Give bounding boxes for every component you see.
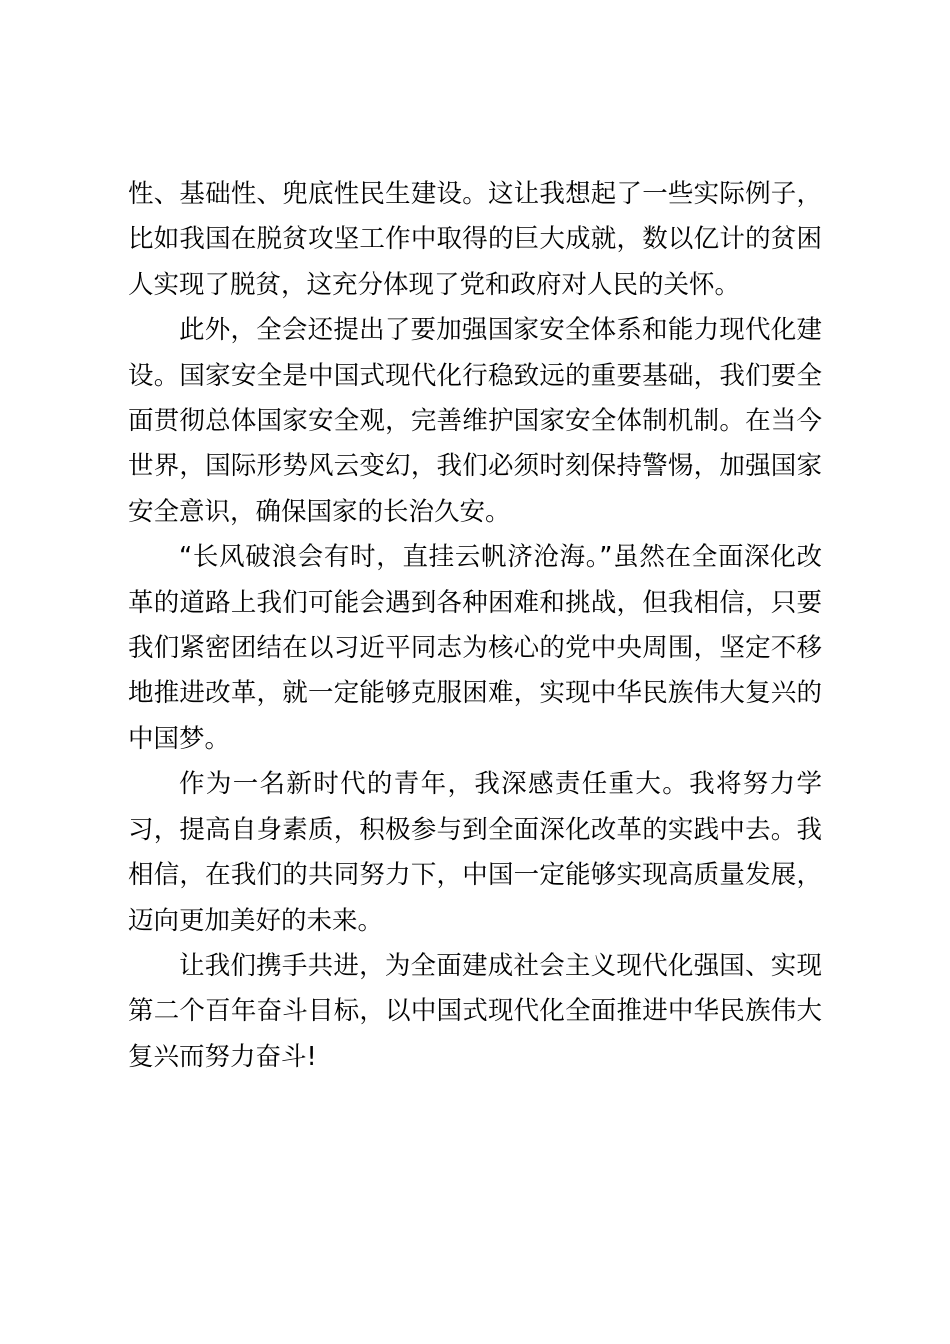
paragraph-youth: 作为一名新时代的青年，我深感责任重大。我将努力学习，提高自身素质，积极参与到全面深化改革的实践中去。我相信，在我们的共同努力下，中国一定能够实现高质量发展，迈向更加美好的未来。 [128, 769, 822, 936]
paragraph-national-security: 此外，全会还提出了要加强国家安全体系和能力现代化建设。国家安全是中国式现代化行稳致远的重要基础，我们要全面贯彻总体国家安全观，完善维护国家安全体制机制。在当今世界，国际形势风云变幻，我们必须时刻保持警惕，加强国家安全意识，确保国家的长治久安。 [128, 315, 822, 527]
document-body [128, 172, 822, 1080]
paragraph-continued: 性、基础性、兜底性民生建设。这让我想起了一些实际例子，比如我国在脱贫攻坚工作中取得的巨大成就，数以亿计的贫困人实现了脱贫，这充分体现了党和政府对人民的关怀。 [128, 179, 822, 300]
paragraph-closing: 让我们携手共进，为全面建成社会主义现代化强国、实现第二个百年奋斗目标，以中国式现代化全面推进中华民族伟大复兴而努力奋斗! [128, 950, 822, 1072]
paragraph-quote: “长风破浪会有时，直挂云帆济沧海。”虽然在全面深化改革的道路上我们可能会遇到各种困难和挑战，但我相信，只要我们紧密团结在以习近平同志为核心的党中央周围，坚定不移地推进改革，就一定能够克服困难，实现中华民族伟大复兴的中国梦。 [128, 542, 822, 754]
